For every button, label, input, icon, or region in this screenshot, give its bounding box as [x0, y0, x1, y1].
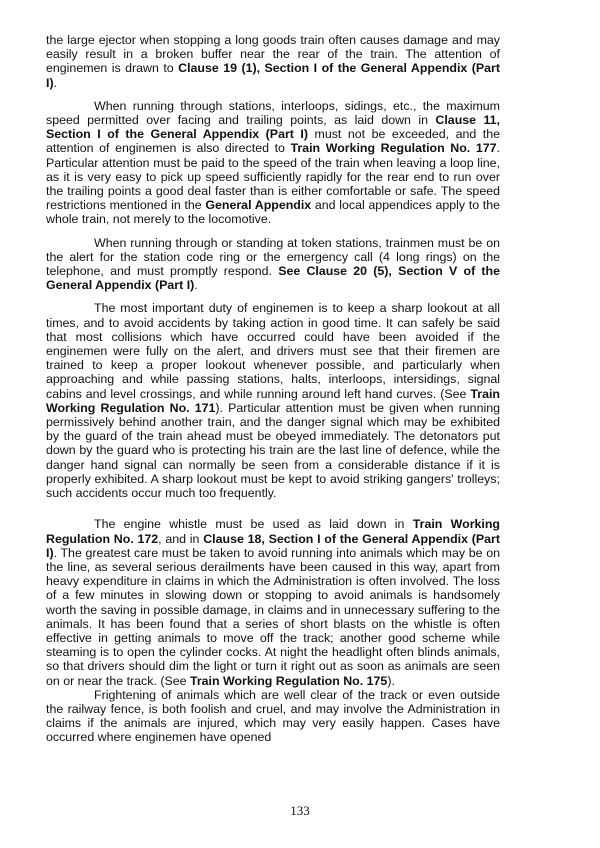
text-run: The most important duty of enginemen is to keep a sharp lookout at all times, and to avoid accidents by taking action in good time. It can safely be said that most collisions which have occurred could have been avoided if the enginemen were fully on the alert, and drivers must see that their firemen are trained to keep a proper lookout whenever possible, and particularly when approaching and while passing stations, halts, interloops, intersidings, signal cabins and level crossings, and while running around left hand curves. (See: [46, 301, 500, 401]
bold-reference: See Clause 20 (5), Section V of the General Appendix (Part I): [46, 264, 500, 293]
text-run: ). Particular attention must be given when running permissively behind another train, and the danger signal which may be exhibited by the guard of the train ahead must be obeyed immediately. The detonators put down by the guard who is protecting his train are the last line of defence, while the danger hand signal can normally be seen from a considerable distance if it is properly exhibited. A sharp lookout must be kept to avoid striking gangers' trolleys; such accidents occur much too frequently.: [46, 400, 500, 501]
text-run: When running through stations, interloops, sidings, etc., the maximum speed permitted over facing and trailing points, as laid down in: [46, 98, 500, 128]
paragraph: [46, 99, 500, 227]
text-run: .: [53, 75, 58, 90]
paragraph: [46, 517, 500, 687]
bold-reference: Train Working Regulation No. 172: [46, 517, 500, 546]
text-run: . The greatest care must be taken to avoid running into animals which may be on the line, as several serious derailments have been caused in this way, apart from heavy expenditure in claims in which the Administration is often involved. The loss of a few minutes in slowing down or stopping to avoid animals is handsomely worth the saving in possible damage, in claims and in unnecessary suffering to the animals. It has been found that a series of short blasts on the whistle is often effective in getting animals to move off the track; another good scheme while steaming is to open the cylinder cocks. At night the headlight often blinds animals, so that drivers should dim the light or turn it right out as soon as animals are seen on or near the track. (See: [46, 545, 500, 688]
bold-reference: Train Working Regulation No. 177: [290, 141, 497, 156]
text-run: The engine whistle must be used as laid down in: [94, 517, 413, 532]
page-body: [46, 33, 500, 745]
paragraph: [46, 688, 500, 745]
bold-reference: Clause 19 (1), Section I of the General Appendix (Part I): [46, 61, 500, 90]
text-run: ).: [387, 673, 395, 688]
bold-reference: Train Working Regulation No. 171: [46, 386, 500, 415]
text-run: and local appendices apply to the whole train, not merely to the locomotive.: [46, 198, 501, 227]
page-number: 133: [290, 803, 310, 818]
text-run: . Particular attention must be paid to the speed of the train when leaving a loop line, as it is very easy to pick up speed sufficiently rapidly for the rear end to run over the trailing points a good deal faster than is either comfortable or safe. The speed restrictions mentioned in the: [46, 141, 500, 213]
paragraph: [46, 236, 500, 293]
bold-reference: Clause 18, Section I of the General Appendix (Part I): [46, 531, 500, 560]
text-run: Frightening of animals which are well clear of the track or even outside the railway fence, is both foolish and cruel, and may involve the Administration in claims if the animals are injured, which may very easily happen. Cases have occurred where enginemen have opened: [46, 687, 500, 745]
text-run: , and in: [158, 531, 204, 546]
paragraph: [46, 301, 500, 500]
text-run: the large ejector when stopping a long goods train often causes damage and may easily result in a broken buffer near the rear of the train. The attention of enginemen is drawn to: [46, 33, 500, 76]
bold-reference: Clause 11, Section I of the General Appendix (Part I): [46, 113, 500, 142]
text-run: .: [194, 278, 198, 293]
bold-reference: General Appendix: [205, 198, 312, 213]
text-run: When running through or standing at token stations, trainmen must be on the alert for the station code ring or the emergency call (4 long rings) on the telephone, and must promptly respond.: [46, 235, 500, 279]
text-run: must not be exceeded, and the attention of enginemen is also directed to: [46, 127, 500, 156]
paragraph: [46, 33, 500, 90]
bold-reference: Train Working Regulation No. 175: [189, 673, 388, 688]
